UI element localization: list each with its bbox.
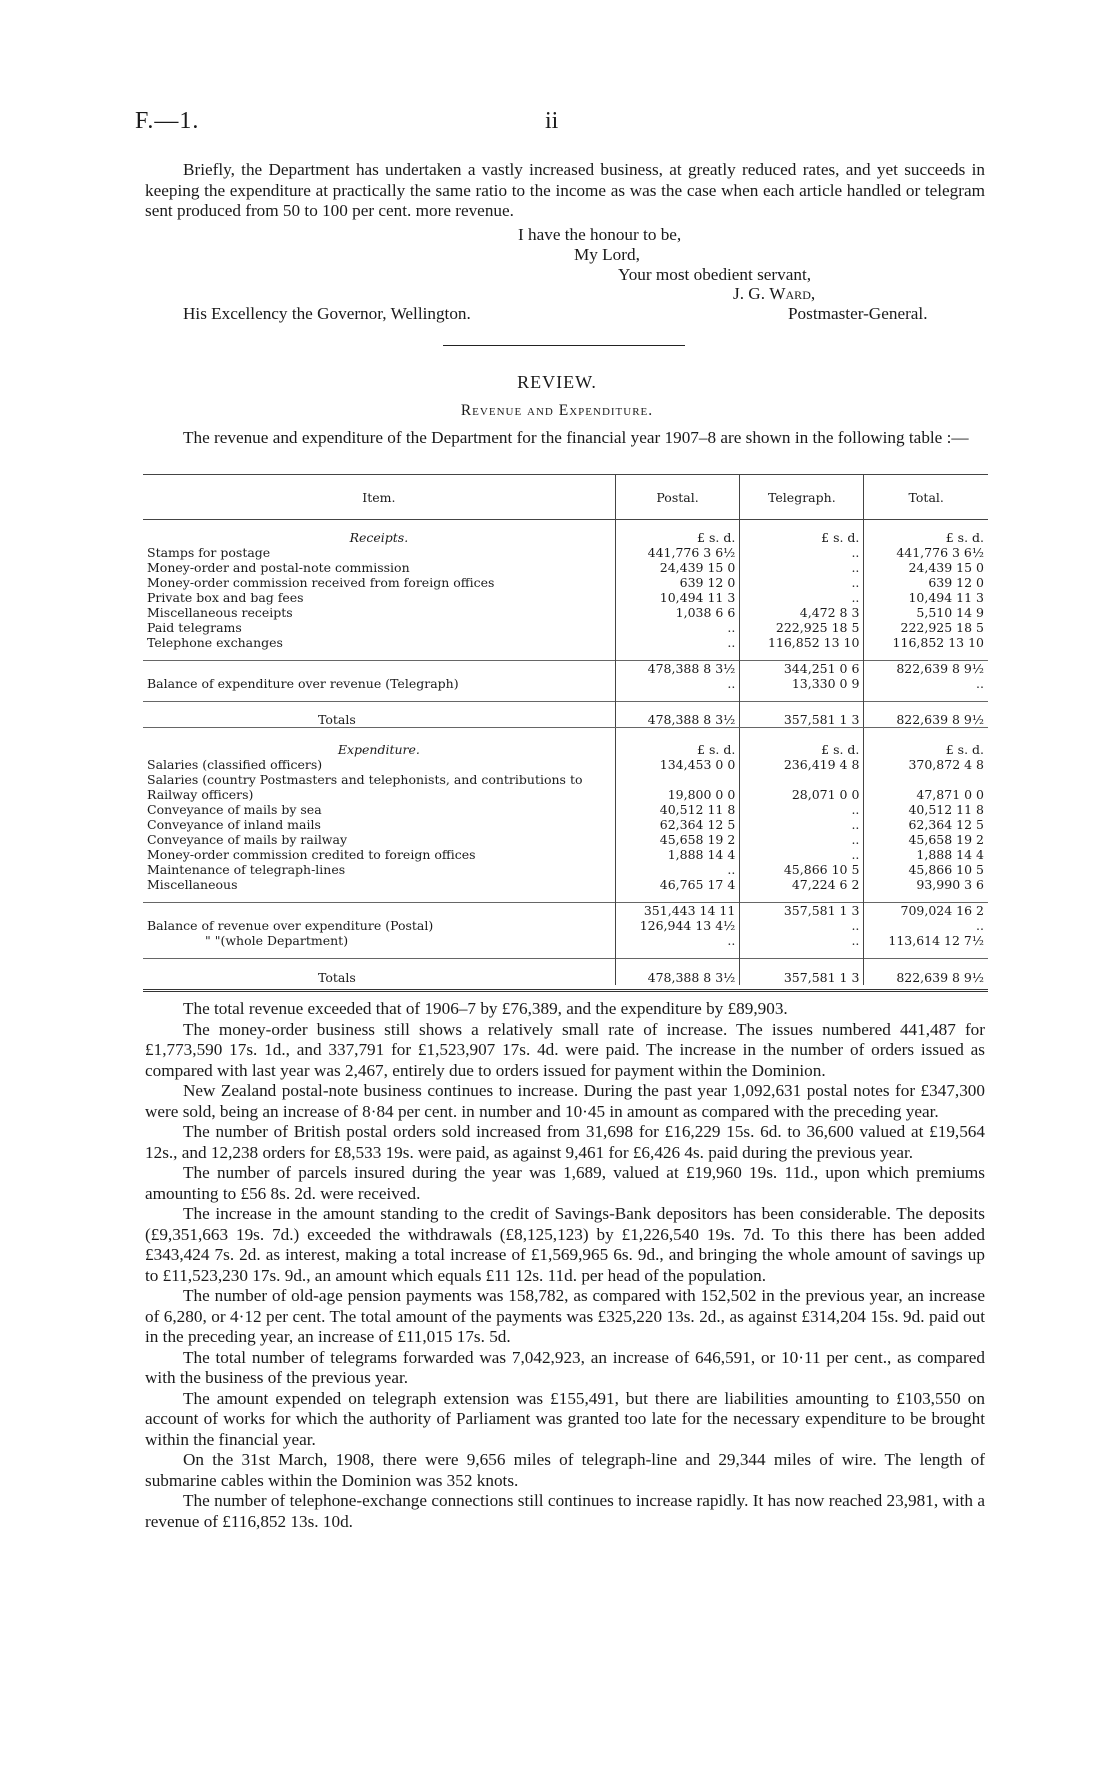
units-label: £ s. d. xyxy=(615,728,740,758)
expenditure-subtotal-total: 709,024 16 2 xyxy=(864,903,988,919)
receipts-item-cell: Miscellaneous receipts xyxy=(147,605,293,620)
expenditure-postal-cell: .. xyxy=(615,862,740,877)
col-header-telegraph: Telegraph. xyxy=(740,475,864,520)
receipts-item-cell: Private box and bag fees xyxy=(147,590,304,605)
expenditure-item-cell: Miscellaneous xyxy=(147,877,238,892)
expenditure-subtotal-telegraph: 357,581 1 3 xyxy=(740,903,864,919)
body-paragraph: New Zealand postal-note business continues to increase. During the past year 1,092,631 postal notes for £347,300 were sold, being an increase of 8·84 per cent. in number and 10·45 in amount as compared with the preceding year. xyxy=(145,1081,985,1121)
receipts-row xyxy=(143,620,988,635)
receipts-telegraph-cell: .. xyxy=(740,545,864,560)
expenditure-totals-telegraph: 357,581 1 3 xyxy=(740,959,864,985)
units-label: £ s. d. xyxy=(740,520,864,546)
body-paragraph: The number of old-age pension payments was 158,782, as compared with 152,502 in the previous year, an increase of 6,280, or 4·12 per cent. The total amount of the payments was £325,220 13s. 2d., as against £314,204 15s. 9d. paid out in the preceding year, an increase of £11,015 17s. 5d. xyxy=(145,1286,985,1346)
receipts-item-cell: Money-order commission received from foreign offices xyxy=(147,575,495,590)
expenditure-row xyxy=(143,847,988,862)
receipts-row xyxy=(143,575,988,590)
receipts-telegraph-cell: .. xyxy=(740,590,864,605)
units-label: £ s. d. xyxy=(864,728,988,758)
revenue-expenditure-table xyxy=(143,474,988,985)
receipts-total-cell: 441,776 3 6½ xyxy=(864,545,988,560)
expenditure-balance-postal-total: .. xyxy=(864,918,988,933)
closing-line-2: My Lord, xyxy=(574,245,640,264)
expenditure-balance-postal-postal: 126,944 13 4½ xyxy=(615,918,740,933)
receipts-telegraph-cell: 116,852 13 10 xyxy=(740,635,864,650)
body-paragraph: The total revenue exceeded that of 1906–7 by £76,389, and the expenditure by £89,903. xyxy=(183,999,788,1018)
expenditure-item-cell: Conveyance of mails by railway xyxy=(147,832,348,847)
expenditure-row xyxy=(143,772,988,802)
revenue-expenditure-subheading: Revenue and Expenditure. xyxy=(460,402,654,419)
receipts-subtotal-telegraph: 344,251 0 6 xyxy=(740,661,864,677)
expenditure-postal-cell: 45,658 19 2 xyxy=(615,832,740,847)
receipts-rows xyxy=(143,545,988,650)
table-end-rule xyxy=(143,989,988,994)
body-paragraph: The money-order business still shows a relatively small rate of increase. The issues numbered 441,487 for £1,773,590 17s. 1d., and 337,791 for £1,523,907 17s. 4d. were paid. The increase in the number of orders issued as compared with last year was 2,467, entirely due to orders issued for payment within the Dominion. xyxy=(145,1019,985,1080)
expenditure-item-cell: Conveyance of mails by sea xyxy=(147,802,322,817)
expenditure-balance-department-postal: .. xyxy=(615,933,740,948)
receipts-total-cell: 639 12 0 xyxy=(864,575,988,590)
receipts-postal-cell: 10,494 11 3 xyxy=(615,590,740,605)
col-header-total: Total. xyxy=(864,475,988,520)
receipts-item-cell: Paid telegrams xyxy=(147,620,242,635)
expenditure-row xyxy=(143,757,988,772)
receipts-total-cell: 116,852 13 10 xyxy=(864,635,988,650)
expenditure-totals-postal: 478,388 8 3½ xyxy=(615,959,740,985)
receipts-section-title: Receipts. xyxy=(349,530,409,545)
units-label: £ s. d. xyxy=(864,520,988,546)
expenditure-item-cell: Salaries (country Postmasters and telephonists, and contributions to Railway officers) xyxy=(147,772,583,802)
col-header-item: Item. xyxy=(143,475,615,520)
expenditure-item-cell: Money-order commission credited to foreign offices xyxy=(147,847,476,862)
receipts-subtotal-postal: 478,388 8 3½ xyxy=(615,661,740,677)
review-heading: REVIEW. xyxy=(517,372,597,392)
body-paragraph: The number of parcels insured during the year was 1,689, valued at £19,960 19s. 11d., upon which premiums amounting to £56 8s. 2d. were received. xyxy=(145,1163,985,1203)
receipts-telegraph-cell: 4,472 8 3 xyxy=(740,605,864,620)
receipts-row xyxy=(143,560,988,575)
expenditure-row xyxy=(143,832,988,847)
expenditure-telegraph-cell: .. xyxy=(740,802,864,817)
expenditure-row xyxy=(143,877,988,892)
receipts-postal-cell: .. xyxy=(615,635,740,650)
signer-title: Postmaster-General. xyxy=(788,304,928,323)
receipts-postal-cell: 441,776 3 6½ xyxy=(615,545,740,560)
expenditure-row xyxy=(143,802,988,817)
receipts-postal-cell: 639 12 0 xyxy=(615,575,740,590)
receipts-totals-telegraph: 357,581 1 3 xyxy=(740,702,864,728)
body-paragraph: On the 31st March, 1908, there were 9,656 miles of telegraph-line and 29,344 miles of wire. The length of submarine cables within the Dominion was 352 knots. xyxy=(145,1450,985,1490)
receipts-telegraph-cell: .. xyxy=(740,575,864,590)
receipts-totals-label: Totals xyxy=(143,702,615,728)
receipts-item-cell: Telephone exchanges xyxy=(147,635,283,650)
receipts-item-cell: Money-order and postal-note commission xyxy=(147,560,410,575)
expenditure-telegraph-cell: .. xyxy=(740,817,864,832)
expenditure-postal-cell: 62,364 12 5 xyxy=(615,817,740,832)
body-paragraph: The total number of telegrams forwarded was 7,042,923, an increase of 646,591, or 10·11 per cent., as compared with the business of the previous year. xyxy=(145,1347,985,1387)
expenditure-telegraph-cell: .. xyxy=(740,847,864,862)
closing-line-1: I have the honour to be, xyxy=(518,225,682,244)
expenditure-subtotal-postal: 351,443 14 11 xyxy=(615,903,740,919)
whole-department-label: (whole Department) xyxy=(220,933,349,948)
receipts-balance-label: Balance of expenditure over revenue (Telegraph) xyxy=(147,676,459,691)
receipts-total-cell: 24,439 15 0 xyxy=(864,560,988,575)
expenditure-total-cell: 370,872 4 8 xyxy=(864,757,988,772)
expenditure-postal-cell: 1,888 14 4 xyxy=(615,847,740,862)
expenditure-balance-department-total: 113,614 12 7½ xyxy=(864,933,988,948)
expenditure-telegraph-cell: 45,866 10 5 xyxy=(740,862,864,877)
expenditure-balance-department-label xyxy=(143,933,615,948)
receipts-row xyxy=(143,590,988,605)
receipts-row xyxy=(143,635,988,650)
review-intro: The revenue and expenditure of the Department for the financial year 1907–8 are shown in the following table :— xyxy=(183,428,969,447)
receipts-postal-cell: 24,439 15 0 xyxy=(615,560,740,575)
units-label: £ s. d. xyxy=(615,520,740,546)
receipts-postal-cell: .. xyxy=(615,620,740,635)
body-text xyxy=(145,999,985,1532)
expenditure-rows xyxy=(143,757,988,892)
expenditure-balance-department-telegraph: .. xyxy=(740,933,864,948)
ditto-marks: " " xyxy=(205,933,221,948)
expenditure-total-cell: 93,990 3 6 xyxy=(864,877,988,892)
expenditure-postal-cell: 46,765 17 4 xyxy=(615,877,740,892)
receipts-item-cell: Stamps for postage xyxy=(147,545,271,560)
closing-line-3: Your most obedient servant, xyxy=(618,265,812,284)
expenditure-total-cell: 45,658 19 2 xyxy=(864,832,988,847)
expenditure-telegraph-cell: 28,071 0 0 xyxy=(740,772,864,802)
receipts-postal-cell: 1,038 6 6 xyxy=(615,605,740,620)
expenditure-item-cell: Conveyance of inland mails xyxy=(147,817,321,832)
receipts-balance-total: .. xyxy=(864,676,988,691)
expenditure-balance-postal-telegraph: .. xyxy=(740,918,864,933)
document-reference: F.—1. xyxy=(135,108,200,134)
expenditure-postal-cell: 40,512 11 8 xyxy=(615,802,740,817)
expenditure-total-cell: 47,871 0 0 xyxy=(864,772,988,802)
receipts-subtotal-total: 822,639 8 9½ xyxy=(864,661,988,677)
expenditure-item-cell: Salaries (classified officers) xyxy=(147,757,323,772)
expenditure-total-cell: 62,364 12 5 xyxy=(864,817,988,832)
receipts-row xyxy=(143,545,988,560)
body-paragraph: The amount expended on telegraph extension was £155,491, but there are liabilities amounting to £103,550 on account of works for which the authority of Parliament was granted too late for the necessary expenditure to be brought within the financial year. xyxy=(145,1388,985,1449)
expenditure-total-cell: 45,866 10 5 xyxy=(864,862,988,877)
receipts-total-cell: 222,925 18 5 xyxy=(864,620,988,635)
expenditure-section-title: Expenditure. xyxy=(337,742,420,757)
expenditure-row xyxy=(143,862,988,877)
expenditure-row xyxy=(143,817,988,832)
expenditure-total-cell: 40,512 11 8 xyxy=(864,802,988,817)
col-header-postal: Postal. xyxy=(615,475,740,520)
units-label: £ s. d. xyxy=(740,728,864,758)
signer-name xyxy=(733,284,815,304)
receipts-telegraph-cell: .. xyxy=(740,560,864,575)
receipts-balance-postal: .. xyxy=(615,676,740,691)
receipts-balance-telegraph: 13,330 0 9 xyxy=(740,676,864,691)
expenditure-totals-total: 822,639 8 9½ xyxy=(864,959,988,985)
expenditure-item-cell: Maintenance of telegraph-lines xyxy=(147,862,346,877)
receipts-totals-postal: 478,388 8 3½ xyxy=(615,702,740,728)
expenditure-postal-cell: 134,453 0 0 xyxy=(615,757,740,772)
receipts-telegraph-cell: 222,925 18 5 xyxy=(740,620,864,635)
expenditure-total-cell: 1,888 14 4 xyxy=(864,847,988,862)
section-divider xyxy=(443,345,685,346)
receipts-totals-total: 822,639 8 9½ xyxy=(864,702,988,728)
body-paragraph: The number of telephone-exchange connections still continues to increase rapidly. It has now reached 23,981, with a revenue of £116,852 13s. 10d. xyxy=(145,1491,985,1531)
receipts-total-cell: 5,510 14 9 xyxy=(864,605,988,620)
body-paragraph: The number of British postal orders sold increased from 31,698 for £16,229 15s. 6d. to 36,600 valued at £19,564 12s., and 12,238 orders for £8,533 19s. were paid, as against 9,461 for £6,426 4s. paid during the previous year. xyxy=(145,1122,985,1162)
addressee: His Excellency the Governor, Wellington. xyxy=(183,304,471,323)
signer-surname: Ward, xyxy=(769,284,816,303)
receipts-row xyxy=(143,605,988,620)
expenditure-telegraph-cell: .. xyxy=(740,832,864,847)
expenditure-telegraph-cell: 47,224 6 2 xyxy=(740,877,864,892)
expenditure-totals-label: Totals xyxy=(143,959,615,985)
letter-paragraph: Briefly, the Department has undertaken a vastly increased business, at greatly reduced rates, and yet succeeds in keeping the expenditure at practically the same ratio to the income as was the case when each article handled or telegram sent produced from 50 to 100 per cent. more revenue. xyxy=(145,160,985,220)
expenditure-balance-postal-label: Balance of revenue over expenditure (Postal) xyxy=(147,918,434,933)
body-paragraph: The increase in the amount standing to the credit of Savings-Bank depositors has been considerable. The deposits (£9,351,663 19s. 7d.) exceeded the withdrawals (£8,125,123) by £1,226,540 19s. 7d. To this there has been added £343,424 7s. 2d. as interest, making a total increase of £1,569,965 6s. 9d., and bringing the whole amount of savings up to £11,523,230 17s. 9d., an amount which equals £11 12s. 11d. per head of the population. xyxy=(145,1204,985,1285)
expenditure-postal-cell: 19,800 0 0 xyxy=(615,772,740,802)
receipts-total-cell: 10,494 11 3 xyxy=(864,590,988,605)
page-number: ii xyxy=(545,108,559,134)
expenditure-telegraph-cell: 236,419 4 8 xyxy=(740,757,864,772)
signer-initials: J. G. xyxy=(733,284,770,303)
